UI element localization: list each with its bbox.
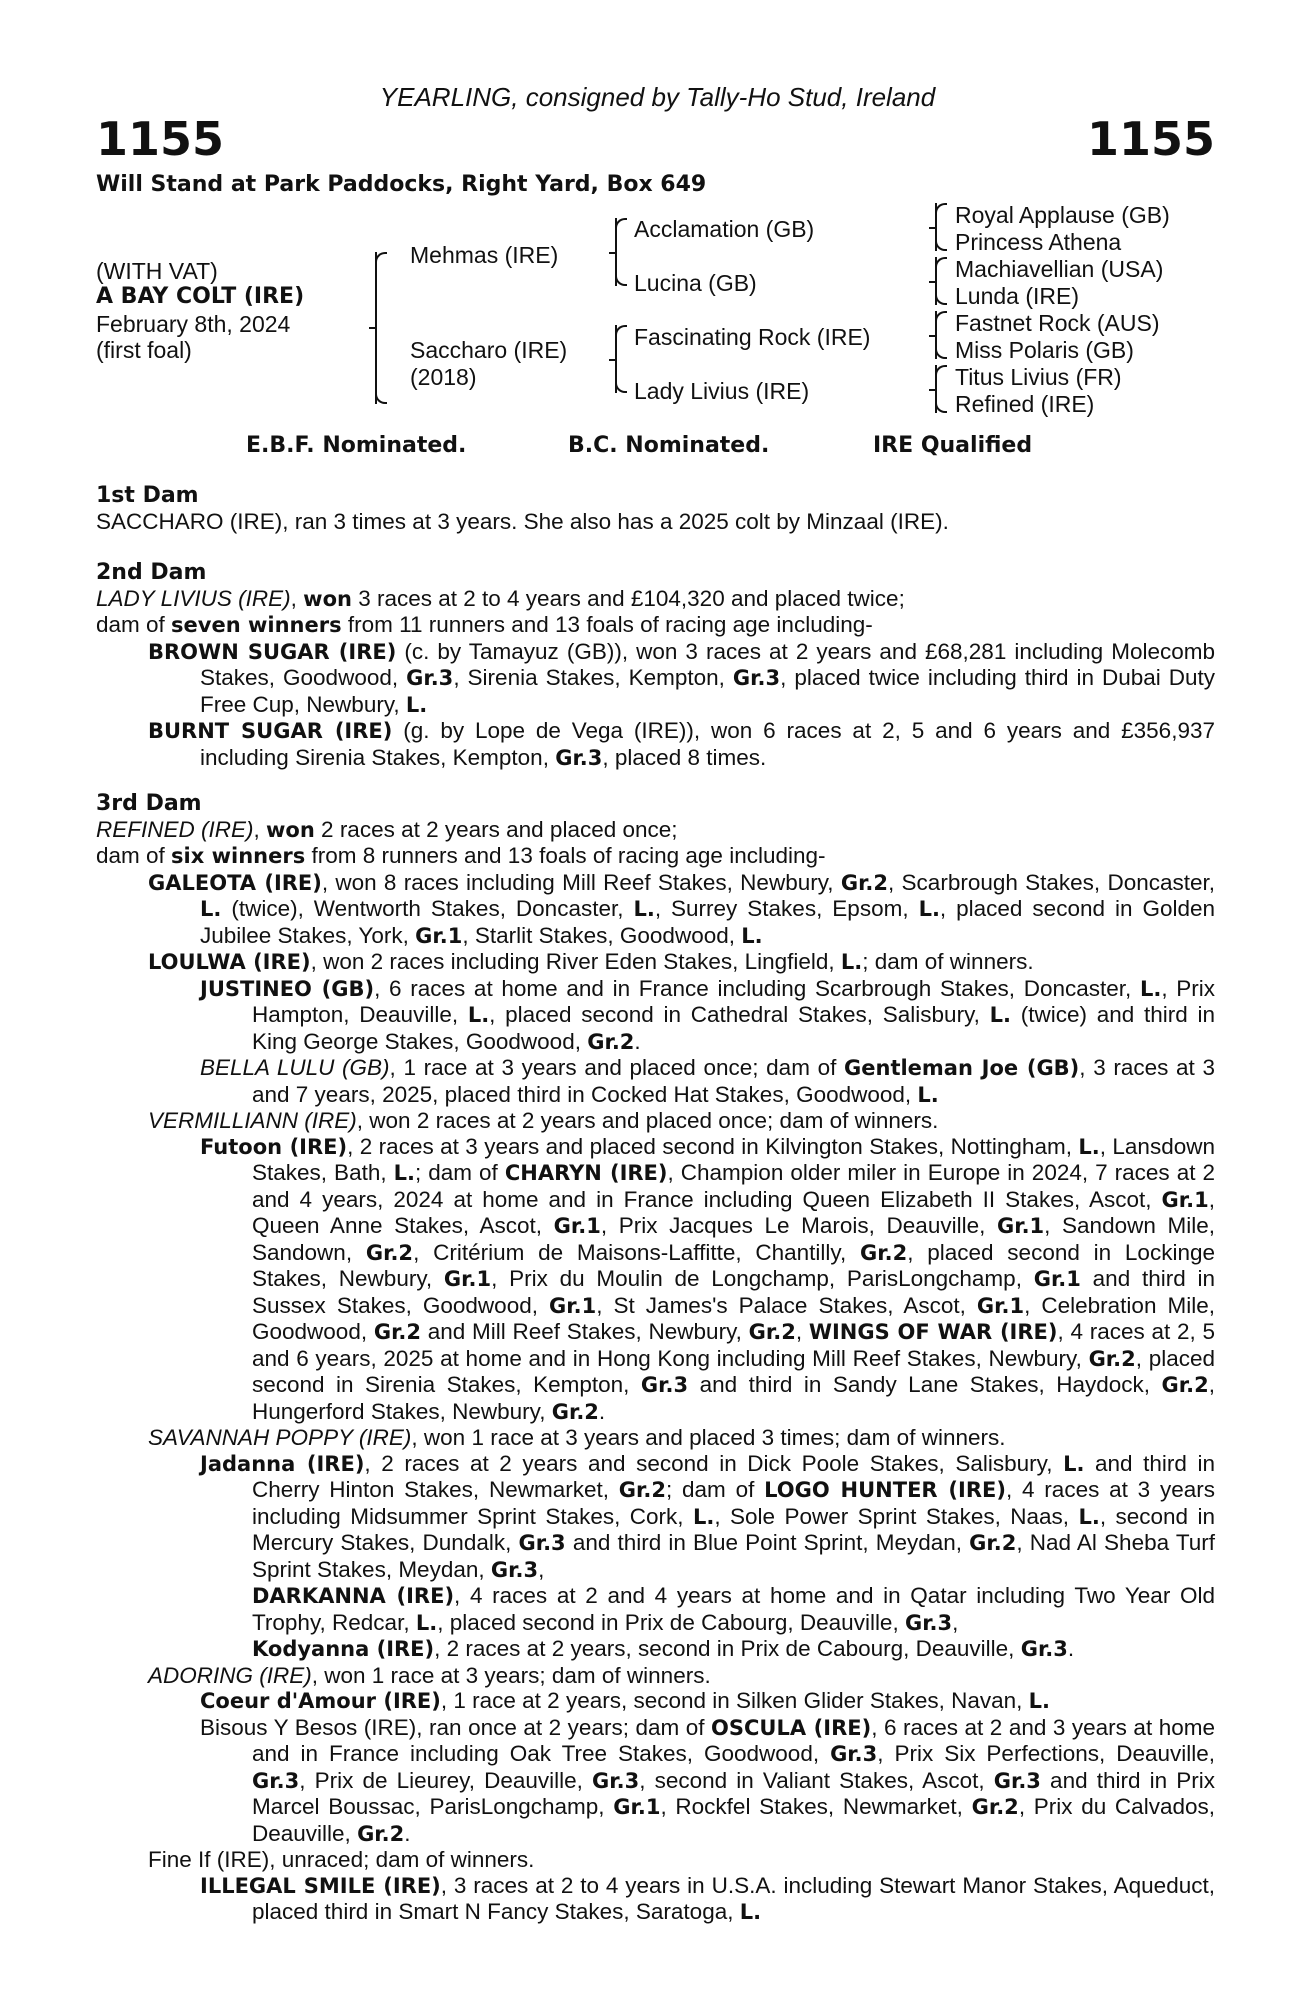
- second-dam-section: [96, 560, 1215, 771]
- grade: Gr.2: [618, 1478, 666, 1502]
- horse-name-bold: Gentleman Joe (GB): [844, 1056, 1080, 1080]
- grade: Gr.3: [518, 1531, 566, 1555]
- text: , 4 races at 3 years including Midsummer Sprint Stakes, Cork,: [252, 1477, 1215, 1529]
- listed: L.: [1028, 1689, 1051, 1713]
- text: , placed second in Cathedral Stakes, Salisbury,: [489, 1002, 990, 1027]
- lot-number-left: 1155: [96, 112, 225, 166]
- text: , Starlit Stakes, Goodwood,: [462, 922, 742, 948]
- text: (twice) and third in King George Stakes, Goodwood,: [252, 1002, 1215, 1054]
- listed: L.: [741, 923, 763, 948]
- text: , 2 races at 3 years and placed second in Kilvington Stakes, Nottingham,: [347, 1133, 1079, 1159]
- entry-savannah-poppy: [148, 1425, 1215, 1451]
- entry-galeota: [148, 870, 1215, 950]
- text: , Scarbrough Stakes, Doncaster,: [888, 869, 1215, 895]
- grade: Gr.1: [443, 1267, 492, 1291]
- grade: Gr.1: [415, 923, 463, 948]
- text: and third in Sussex Stakes, Goodwood,: [252, 1266, 1216, 1318]
- grandparent-2: Princess Athena: [955, 229, 1122, 255]
- lot-number-right: 1155: [1086, 112, 1215, 166]
- text: , 2 races at 2 years, second in Prix de Cabourg, Deauville,: [434, 1636, 1021, 1661]
- horse-name-italic: SAVANNAH POPPY (IRE): [148, 1425, 412, 1450]
- listed: L.: [989, 1003, 1011, 1027]
- grade: Gr.2: [1161, 1373, 1209, 1397]
- won-label: won: [303, 586, 352, 611]
- grade: Gr.3: [640, 1373, 689, 1397]
- text: and third in Sandy Lane Stakes, Haydock,: [688, 1372, 1162, 1397]
- vat-note: (WITH VAT): [96, 258, 218, 284]
- text: , Prix Jacques Le Marois, Deauville,: [600, 1213, 997, 1238]
- text: , won 1 race at 3 years and placed 3 times; dam of winners.: [411, 1425, 1006, 1450]
- third-dam-heading: 3rd Dam: [96, 791, 202, 816]
- first-dam-text: SACCHARO (IRE), ran 3 times at 3 years. She also has a 2025 colt by Minzaal (IRE).: [96, 508, 949, 534]
- text: .: [404, 1820, 411, 1846]
- entry-loulwa: [148, 949, 1215, 976]
- text: from 11 runners and 13 foals of racing age including-: [341, 612, 873, 637]
- text: 2 races at 2 years and placed once;: [314, 816, 678, 842]
- text: , Hungerford Stakes, Newbury,: [252, 1372, 1216, 1424]
- horse-name-bold: DARKANNA (IRE): [252, 1584, 455, 1608]
- third-dam-produce: [96, 843, 1215, 870]
- won-label: won: [266, 817, 315, 842]
- grandparent-3: Machiavellian (USA): [955, 256, 1164, 282]
- grade: Gr.3: [830, 1742, 878, 1766]
- entry-brown-sugar: [148, 639, 1215, 719]
- listed: L.: [405, 692, 428, 717]
- horse-name-bold: OSCULA (IRE): [711, 1715, 872, 1740]
- text: and third in Blue Point Sprint, Meydan,: [565, 1530, 970, 1555]
- grandparent-5: Fastnet Rock (AUS): [955, 310, 1160, 336]
- text: , won 2 races at 2 years and placed once; dam of winners.: [356, 1108, 939, 1133]
- entry-coeur-damour: [200, 1688, 1215, 1715]
- text: , Prix Six Perfections, Deauville,: [877, 1741, 1216, 1766]
- grade: Gr.1: [553, 1214, 601, 1238]
- horse-name-bold: JUSTINEO (GB): [200, 976, 375, 1001]
- text: , Rockfel Stakes, Newmarket,: [660, 1794, 972, 1819]
- listed: L.: [739, 1900, 762, 1924]
- text: Fine If (IRE), unraced; dam of winners.: [148, 1847, 535, 1872]
- horse-name-bold: LOULWA (IRE): [148, 950, 311, 974]
- third-dam-section: [96, 791, 1215, 1926]
- entry-burnt-sugar: [148, 718, 1215, 771]
- text: , 1 race at 3 years and placed once; dam of: [389, 1055, 845, 1080]
- horse-name-bold: Futoon (IRE): [200, 1134, 348, 1159]
- winners-count: seven winners: [171, 613, 342, 637]
- text: , Prix du Moulin de Longchamp, ParisLongchamp,: [491, 1266, 1034, 1291]
- listed: L.: [415, 1610, 438, 1635]
- text: , Prix du Calvados, Deauville,: [252, 1794, 1215, 1846]
- dam-sire: Fascinating Rock (IRE): [634, 324, 871, 350]
- horse-name-italic: BELLA LULU (GB): [200, 1055, 390, 1080]
- second-dam-produce: [96, 612, 1215, 639]
- grade: Gr.3: [993, 1768, 1041, 1793]
- entry-adoring: [148, 1663, 1215, 1689]
- entry-futoon: [200, 1134, 1215, 1426]
- text: , Lansdown Stakes, Bath,: [252, 1133, 1215, 1185]
- entry-bisous-y-besos: [200, 1715, 1215, 1848]
- first-dam-section: [96, 483, 1215, 534]
- listed: L.: [1078, 1134, 1100, 1159]
- consignor-line: YEARLING, consigned by Tally-Ho Stud, Ireland: [379, 82, 936, 112]
- listed: L.: [393, 1161, 415, 1185]
- brace-tick: [929, 335, 937, 337]
- grandparent-4: Lunda (IRE): [955, 283, 1080, 309]
- text: , Sole Power Sprint Stakes, Naas,: [714, 1503, 1079, 1529]
- grade: Gr.3: [252, 1768, 300, 1793]
- horse-name-bold: LOGO HUNTER (IRE): [764, 1478, 1006, 1502]
- text: (g. by Lope de Vega (IRE)), won 6 races at 2, 5 and 6 years and £356,937 including Sirenia Stakes, Kempton,: [200, 718, 1215, 770]
- grandparent-7: Titus Livius (FR): [955, 364, 1122, 390]
- ire-qualified: IRE Qualified: [873, 433, 1033, 458]
- text: .: [598, 1398, 606, 1424]
- brace-tick: [929, 227, 937, 229]
- text: , Sandown Mile, Sandown,: [252, 1213, 1215, 1265]
- brace-tick: [609, 359, 617, 361]
- text: , Celebration Mile, Goodwood,: [252, 1292, 1215, 1344]
- grade: Gr.2: [971, 1795, 1019, 1819]
- stand-location: Will Stand at Park Paddocks, Right Yard, Box 649: [96, 172, 707, 197]
- text: from 8 runners and 13 foals of racing age including-: [305, 843, 826, 868]
- text: , Nad Al Sheba Turf Sprint Stakes, Meydan,: [252, 1530, 1215, 1582]
- text: , placed 8 times.: [602, 744, 767, 770]
- text: , Champion older miler in Europe in 2024, 7 races at 2 and 4 years, 2024 at home and in France including Queen Elizabeth II Stakes, Ascot,: [252, 1160, 1216, 1212]
- text: .: [1067, 1636, 1075, 1661]
- horse-name-bold: ILLEGAL SMILE (IRE): [200, 1873, 441, 1898]
- bc-nominated: B.C. Nominated.: [568, 433, 770, 458]
- text: , Critérium de Maisons-Laffitte, Chantilly,: [413, 1239, 860, 1265]
- horse-name-bold: GALEOTA (IRE): [148, 870, 322, 895]
- text: , placed second in Golden Jubilee Stakes, York,: [200, 896, 1215, 948]
- grade: Gr.2: [860, 1240, 908, 1265]
- text: , Prix Hampton, Deauville,: [252, 975, 1215, 1027]
- listed: L.: [1063, 1451, 1085, 1476]
- horse-dob: February 8th, 2024: [96, 311, 291, 337]
- grade: Gr.3: [555, 745, 603, 770]
- horse-name-bold: WINGS OF WAR (IRE): [808, 1320, 1058, 1344]
- listed: L.: [1078, 1504, 1100, 1529]
- text: , 2 races at 2 years and second in Dick Poole Stakes, Salisbury,: [364, 1450, 1064, 1476]
- text: , won 8 races including Mill Reef Stakes, Newbury,: [321, 869, 841, 895]
- entry-illegal-smile: [200, 1873, 1215, 1926]
- text: , Sirenia Stakes, Kempton,: [453, 665, 733, 690]
- grade: Gr.2: [357, 1821, 405, 1846]
- text: dam of: [96, 843, 172, 868]
- grade: Gr.3: [592, 1768, 640, 1793]
- grade: Gr.1: [1033, 1267, 1081, 1291]
- text: ; dam of: [414, 1160, 505, 1185]
- dam-name: REFINED (IRE): [96, 816, 254, 842]
- text: , 6 races at 2 and 3 years at home and in France including Oak Tree Stakes, Goodwood,: [252, 1714, 1215, 1766]
- listed: L.: [200, 897, 222, 921]
- text: , Queen Anne Stakes, Ascot,: [252, 1186, 1215, 1238]
- horse-name: A BAY COLT (IRE): [96, 284, 305, 309]
- entry-jadanna: [200, 1451, 1215, 1663]
- grade: Gr.2: [587, 1029, 635, 1054]
- grade: Gr.1: [976, 1293, 1025, 1318]
- dam-dam: Lady Livius (IRE): [634, 378, 810, 404]
- horse-name-bold: Kodyanna (IRE): [252, 1637, 435, 1661]
- entry-justineo: [200, 976, 1215, 1056]
- text: , second in Mercury Stakes, Dundalk,: [252, 1503, 1215, 1555]
- grade: Gr.2: [551, 1399, 599, 1424]
- grade: Gr.2: [840, 870, 889, 895]
- text: , Surrey Stakes, Epsom,: [654, 896, 919, 921]
- dam-year: (2018): [410, 364, 477, 390]
- sire: Mehmas (IRE): [410, 242, 559, 268]
- first-dam-heading: 1st Dam: [96, 483, 199, 508]
- dam-name: LADY LIVIUS (IRE): [96, 585, 291, 611]
- grade: Gr.2: [365, 1240, 414, 1265]
- second-dam-intro: LADY LIVIUS (IRE), won 3 races at 2 to 4 years and £104,320 and placed twice;: [96, 585, 905, 611]
- grade: Gr.3: [732, 666, 781, 690]
- listed: L.: [692, 1504, 715, 1529]
- entry-vermilliann: [148, 1108, 1215, 1134]
- grade: Gr.3: [1020, 1637, 1068, 1661]
- sire-sire: Acclamation (GB): [634, 216, 815, 242]
- ebf-nominated: E.B.F. Nominated.: [246, 433, 467, 458]
- text: and Mill Reef Stakes, Newbury,: [421, 1319, 749, 1344]
- text: Bisous Y Besos (IRE), ran once at 2 years; dam of: [200, 1714, 712, 1740]
- intro-rest: 3 races at 2 to 4 years and £104,320 and placed twice;: [351, 585, 905, 611]
- grandparent-8: Refined (IRE): [955, 391, 1095, 417]
- grade: Gr.2: [1088, 1346, 1136, 1371]
- text: , won 1 race at 3 years; dam of winners.: [311, 1662, 711, 1688]
- grade: Gr.2: [748, 1320, 796, 1344]
- entry-fine-if: [148, 1847, 1215, 1873]
- winners-count: six winners: [171, 844, 306, 868]
- text: , 3 races at 2 to 4 years in U.S.A. including Stewart Manor Stakes, Aqueduct, placed third in Smart N Fancy Stakes, Saratoga,: [252, 1872, 1215, 1924]
- text: dam of: [96, 612, 172, 637]
- brace-tick: [369, 327, 377, 329]
- text: and third in Prix Marcel Boussac, ParisLongchamp,: [252, 1767, 1215, 1819]
- text: , 4 races at 2 and 4 years at home and in Qatar including Two Year Old Trophy, Redcar,: [252, 1583, 1215, 1635]
- grade: Gr.2: [373, 1320, 422, 1344]
- grade: Gr.1: [1161, 1187, 1209, 1212]
- dam: Saccharo (IRE): [410, 337, 568, 363]
- text: , won 2 races including River Eden Stakes, Lingfield,: [310, 949, 841, 974]
- grandparent-6: Miss Polaris (GB): [955, 337, 1134, 363]
- listed: L.: [917, 1082, 939, 1107]
- second-dam-heading: 2nd Dam: [96, 560, 207, 585]
- text: , placed second in Prix de Cabourg, Deauville,: [437, 1609, 905, 1635]
- text: , 3 races at 3 and 7 years, 2025, placed third in Cocked Hat Stakes, Goodwood,: [252, 1055, 1215, 1107]
- text: , 1 race at 2 years, second in Silken Glider Stakes, Navan,: [440, 1688, 1029, 1713]
- horse-name-italic: ADORING (IRE): [148, 1662, 312, 1688]
- grade: Gr.1: [549, 1293, 597, 1318]
- horse-note: (first foal): [96, 337, 192, 363]
- sire-dam: Lucina (GB): [634, 270, 757, 296]
- text: , 4 races at 2, 5 and 6 years, 2025 at home and in Hong Kong including Mill Reef Stakes, Newbury,: [252, 1319, 1215, 1371]
- text: ,: [952, 1609, 959, 1635]
- text: ; dam of winners.: [862, 949, 1034, 974]
- text: (c. by Tamayuz (GB)), won 3 races at 2 years and £68,281 including Molecomb Stakes, Goodwood,: [200, 638, 1215, 690]
- grade: Gr.3: [406, 666, 454, 690]
- text: ; dam of: [665, 1477, 765, 1502]
- listed: L.: [1139, 976, 1162, 1001]
- grade: Gr.3: [490, 1557, 539, 1582]
- text: , placed twice including third in Dubai Duty Free Cup, Newbury,: [200, 665, 1215, 717]
- grade: Gr.3: [904, 1610, 953, 1635]
- brace-tick: [929, 389, 937, 391]
- listed: L.: [840, 950, 863, 974]
- grade: Gr.1: [613, 1795, 661, 1819]
- text: , placed second in Lockinge Stakes, Newbury,: [252, 1239, 1215, 1291]
- text: (twice), Wentworth Stakes, Doncaster,: [221, 896, 634, 921]
- grade: Gr.2: [969, 1531, 1017, 1555]
- third-dam-intro: REFINED (IRE), won 2 races at 2 years and placed once;: [96, 816, 678, 842]
- listed: L.: [918, 897, 940, 921]
- grade: Gr.1: [996, 1214, 1045, 1238]
- text: , second in Valiant Stakes, Ascot,: [639, 1767, 994, 1793]
- brace-tick: [929, 281, 937, 283]
- text: , St James's Palace Stakes, Ascot,: [596, 1292, 977, 1318]
- text: , 6 races at home and in France including Scarbrough Stakes, Doncaster,: [374, 975, 1140, 1001]
- entry-bella-lulu: [200, 1055, 1215, 1108]
- horse-name-bold: BROWN SUGAR (IRE): [148, 639, 397, 664]
- horse-name-italic: VERMILLIANN (IRE): [148, 1108, 357, 1133]
- text: , Prix de Lieurey, Deauville,: [299, 1767, 593, 1793]
- horse-name-bold: CHARYN (IRE): [504, 1161, 668, 1185]
- text: ,: [795, 1319, 809, 1344]
- text: and third in Cherry Hinton Stakes, Newmarket,: [252, 1450, 1215, 1502]
- horse-name-bold: Jadanna (IRE): [200, 1451, 365, 1476]
- grandparent-1: Royal Applause (GB): [955, 202, 1170, 228]
- text: , placed second in Sirenia Stakes, Kempton,: [252, 1345, 1216, 1397]
- text: ,: [538, 1556, 545, 1582]
- brace-tick: [609, 252, 617, 254]
- text: .: [634, 1028, 641, 1054]
- horse-name-bold: BURNT SUGAR (IRE): [148, 719, 393, 743]
- listed: L.: [633, 897, 655, 921]
- horse-name-bold: Coeur d'Amour (IRE): [200, 1689, 441, 1713]
- listed: L.: [467, 1003, 490, 1027]
